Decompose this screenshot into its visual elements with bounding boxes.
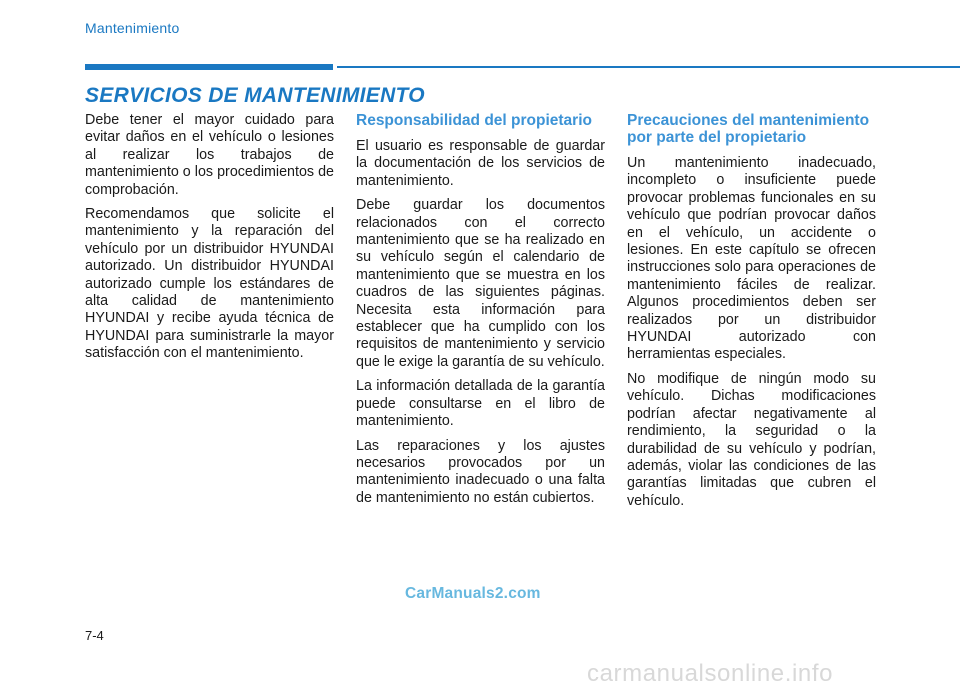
header-rule-thin (337, 66, 960, 68)
column-2 (356, 112, 605, 514)
section-label: Mantenimiento (85, 20, 180, 36)
column-1 (85, 112, 334, 370)
header-rule-thick (85, 64, 333, 70)
paragraph: El usuario es responsable de guardar la documentación de los servicios de mantenimiento. (356, 138, 605, 189)
paragraph: No modifique de ningún modo su vehículo. Dichas modificaciones podrían afectar negativamente al rendimiento, la seguridad o la durabilidad de su vehículo y podrían, además, violar las condiciones de las garantías limitadas que cubren el vehículo. (627, 370, 876, 509)
watermark-link[interactable]: CarManuals2.com (405, 585, 541, 602)
paragraph: Recomendamos que solicite el mantenimiento y la reparación del vehículo por un distribuidor HYUNDAI autorizado. Un distribuidor HYUNDAI autorizado cumple los estándares de alta calidad de mantenimiento HYUNDAI y recibe ayuda técnica de HYUNDAI para suministrarle la mayor satisfacción con el mantenimiento. (85, 206, 334, 362)
paragraph: Las reparaciones y los ajustes necesarios provocados por un mantenimiento inadecuado o una falta de mantenimiento no están cubiertos. (356, 437, 605, 506)
column-3 (627, 112, 876, 517)
section-heading-owner-precautions: Precauciones del mantenimiento por parte del propietario (627, 112, 870, 146)
paragraph: La información detallada de la garantía puede consultarse en el libro de mantenimiento. (356, 378, 605, 430)
page-title: SERVICIOS DE MANTENIMIENTO (85, 84, 425, 107)
paragraph: Debe tener el mayor cuidado para evitar daños en el vehículo o lesiones al realizar los trabajos de mantenimiento o los procedimientos de comprobación. (85, 112, 334, 198)
page-number: 7-4 (85, 628, 104, 643)
paragraph: Debe guardar los documentos relacionados con el correcto mantenimiento que se ha realizado en su vehículo según el calendario de mantenimiento que se muestra en los cuadros de las siguientes páginas. Necesita esta información para establecer que ha cumplido con los requisitos de mantenimiento y servicio que le exige la garantía de su vehículo. (356, 197, 605, 370)
paragraph: Un mantenimiento inadecuado, incompleto o insuficiente puede provocar problemas funcionales en su vehículo que podrían provocar daños en el vehículo, un accidente o lesiones. En este capítulo se ofrecen instrucciones solo para operaciones de mantenimiento fáciles de realizar. Algunos procedimientos deben ser realizados por un distribuidor HYUNDAI autorizado con herramientas especiales. (627, 155, 876, 363)
section-heading-owner-responsibility: Responsabilidad del propietario (356, 112, 592, 129)
site-watermark: carmanualsonline.info (587, 660, 834, 687)
